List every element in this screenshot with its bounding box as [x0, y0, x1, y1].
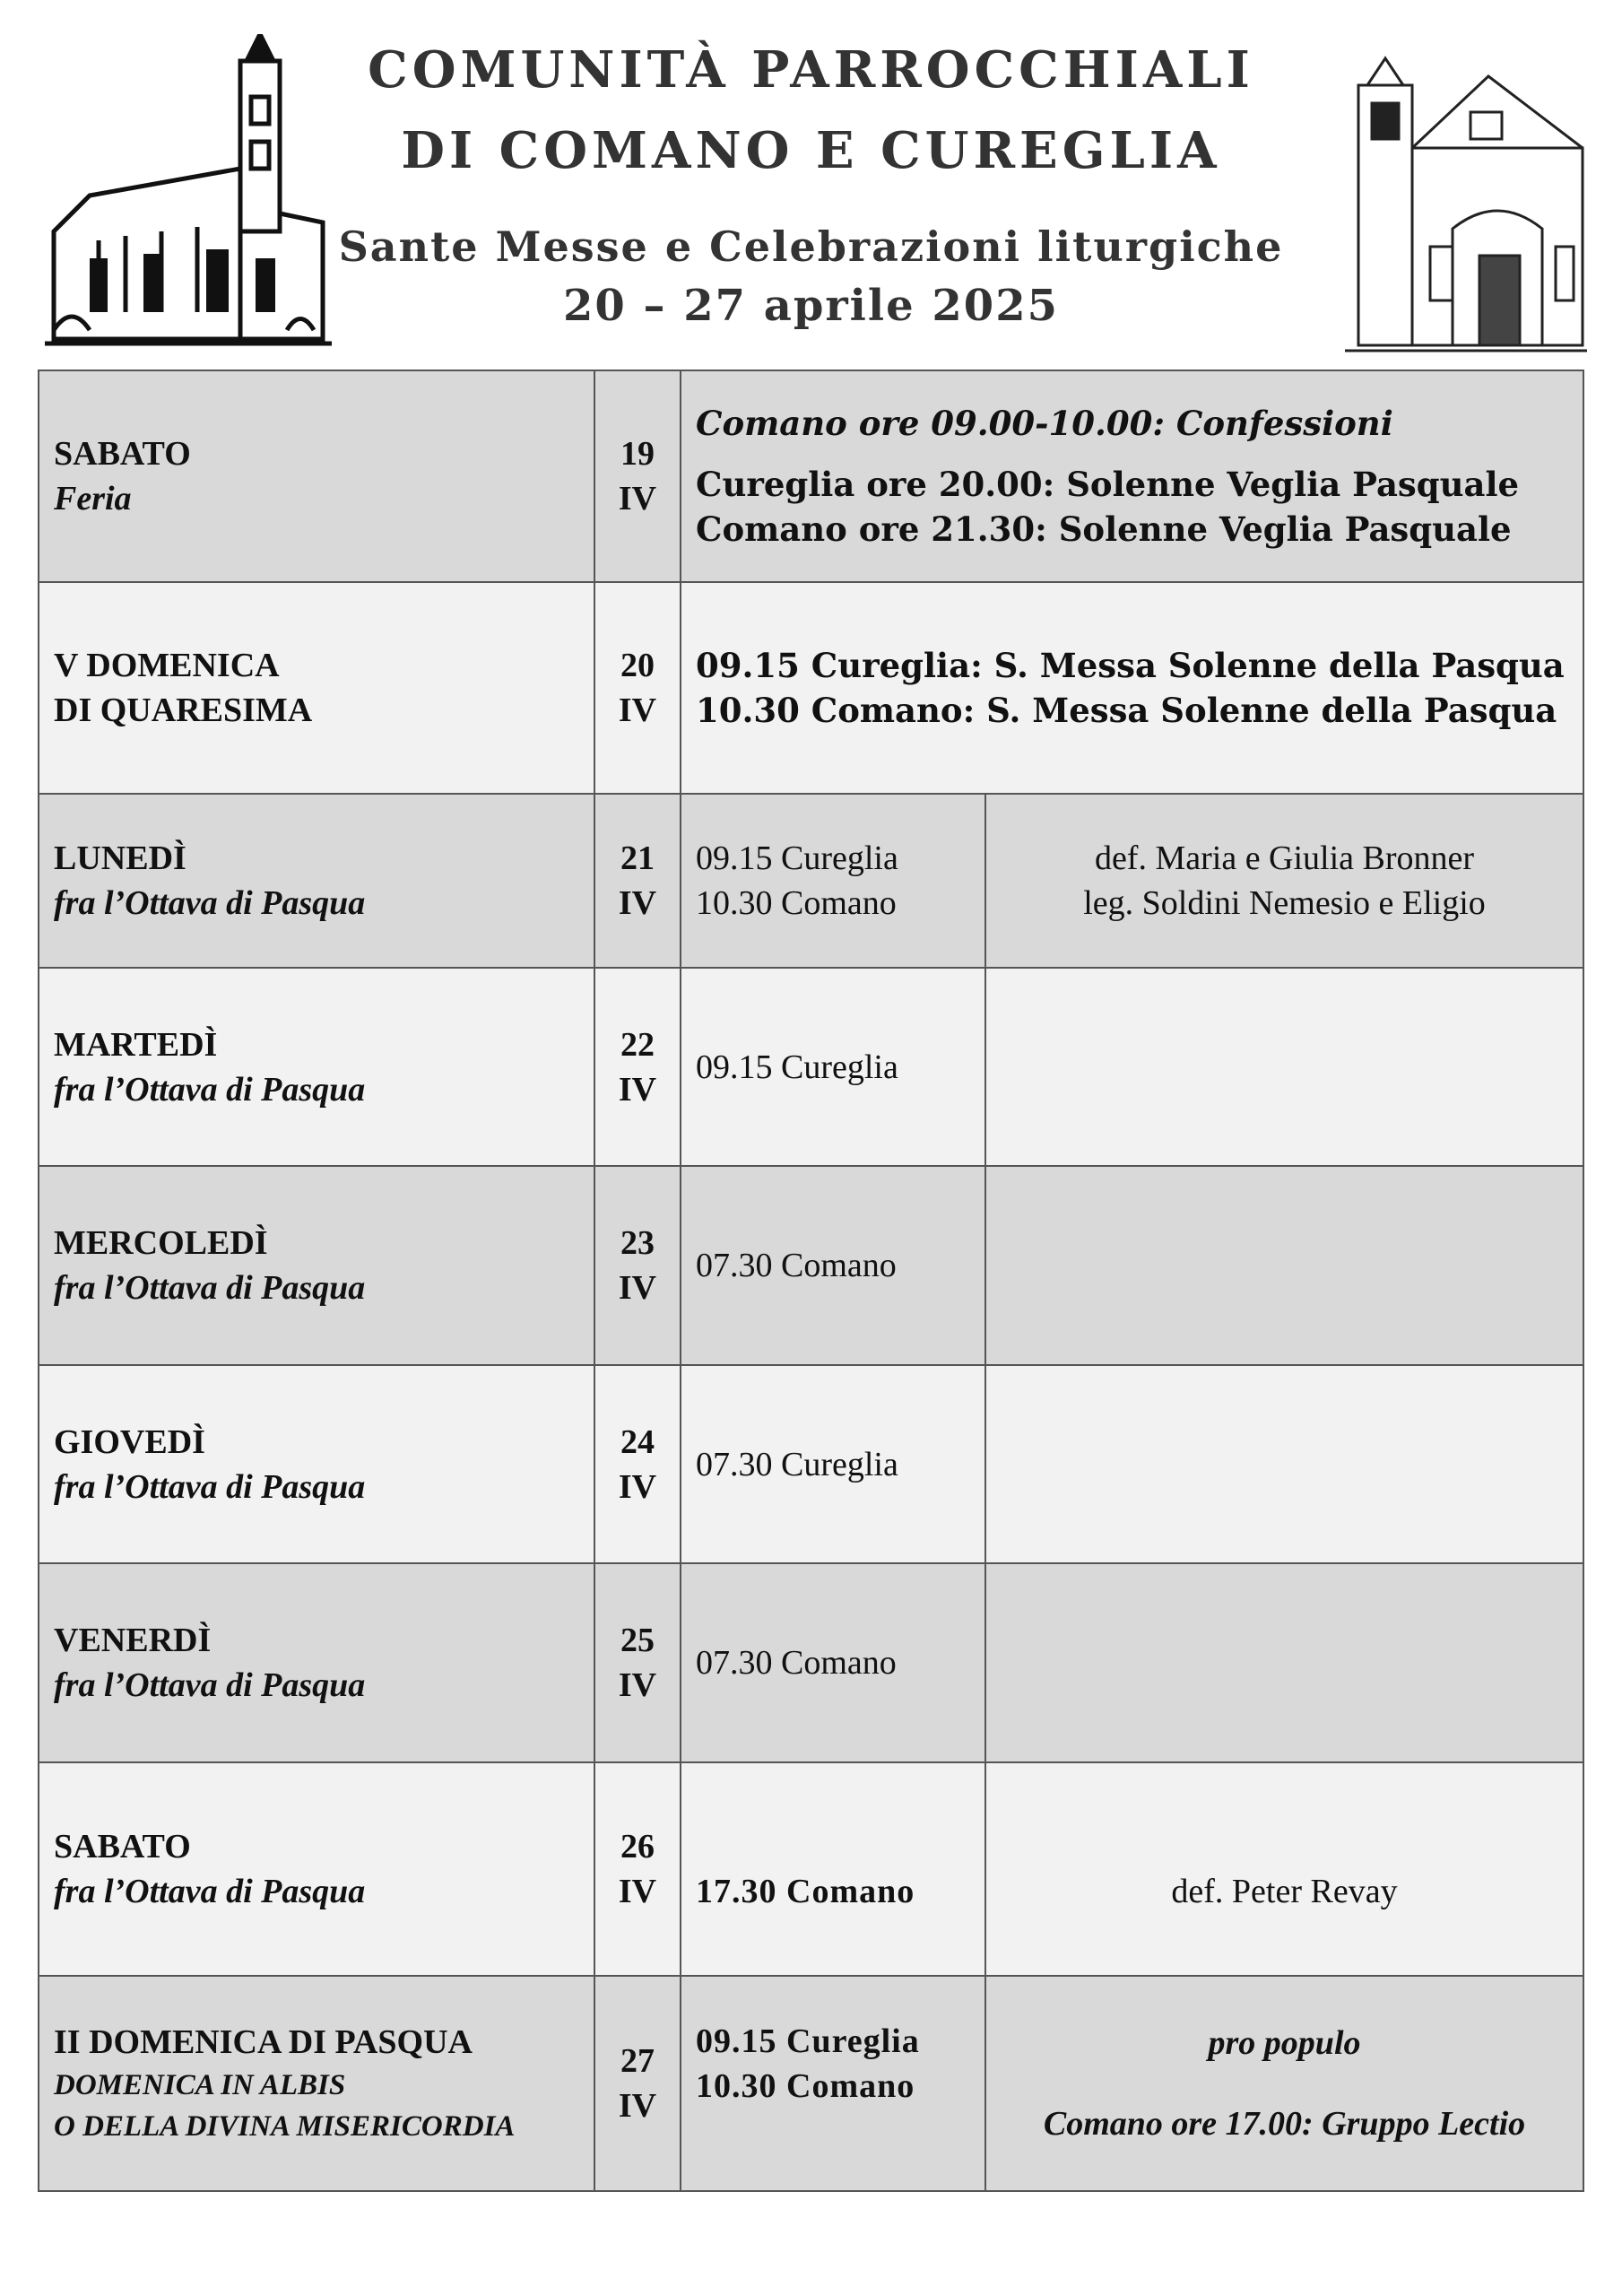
mass-comano: 10.30 Comano: S. Messa Solenne della Pasqua [696, 691, 1557, 730]
intention-cell [985, 1166, 1583, 1365]
day-name: VENERDÌ [54, 1622, 212, 1659]
liturgical-note-2: O DELLA DIVINA MISERICORDIA [54, 2110, 516, 2143]
month-numeral: IV [618, 1467, 657, 1506]
day-name: SABATO [54, 435, 191, 473]
mass-time: 07.30 Comano [696, 1644, 897, 1682]
month-numeral: IV [618, 1873, 657, 1910]
mass-cell [681, 1166, 985, 1365]
date-cell [594, 582, 681, 794]
day-cell [39, 1166, 594, 1365]
table-row [39, 794, 1583, 968]
liturgical-note: fra l’Ottava di Pasqua [54, 1070, 366, 1109]
day-number: 22 [620, 1025, 655, 1064]
intention-cell [985, 1563, 1583, 1762]
month-numeral: IV [618, 1666, 657, 1704]
mass-time: 10.30 Comano [696, 884, 897, 922]
table-row [39, 1365, 1583, 1563]
day-cell [39, 794, 594, 968]
mass-time: 09.15 Cureglia [696, 839, 898, 877]
month-numeral: IV [618, 480, 657, 517]
day-cell [39, 582, 594, 794]
mass-cell [681, 1976, 985, 2191]
day-cell [39, 1976, 594, 2191]
day-number: 25 [620, 1622, 655, 1659]
mass-intention: leg. Soldini Nemesio e Eligio [1083, 884, 1486, 922]
mass-time: 09.15 Cureglia [696, 1048, 898, 1086]
mass-cell [681, 1762, 985, 1976]
header-dates: 20 – 27 aprile 2025 [563, 281, 1059, 331]
month-numeral: IV [618, 691, 657, 729]
mass-intention: def. Peter Revay [1171, 1873, 1398, 1910]
church-cureglia-drawing [1345, 49, 1587, 356]
day-number: 23 [620, 1224, 655, 1262]
liturgical-note: DOMENICA IN ALBIS [54, 2069, 346, 2101]
date-cell [594, 1166, 681, 1365]
intention-cell [985, 968, 1583, 1166]
day-number: 24 [620, 1422, 655, 1461]
liturgical-note: fra l’Ottava di Pasqua [54, 884, 366, 922]
intention-cell [985, 1976, 1583, 2191]
page-header [0, 0, 1622, 359]
table-row [39, 968, 1583, 1166]
vigil-comano: Comano ore 21.30: Solenne Veglia Pasquale [696, 509, 1512, 549]
mass-time: 07.30 Cureglia [696, 1445, 898, 1483]
day-name: LUNEDÌ [54, 839, 186, 877]
intention-cell [985, 1365, 1583, 1563]
mass-intention: pro populo [1208, 2024, 1361, 2062]
mass-time: 07.30 Comano [696, 1247, 897, 1284]
mass-cell [681, 1365, 985, 1563]
mass-intention: def. Maria e Giulia Bronner [1094, 839, 1475, 877]
liturgical-note: fra l’Ottava di Pasqua [54, 1873, 366, 1910]
table-row [39, 582, 1583, 794]
day-cell [39, 370, 594, 582]
liturgical-note: fra l’Ottava di Pasqua [54, 1666, 366, 1704]
group-note: Comano ore 17.00: Gruppo Lectio [1043, 2105, 1526, 2143]
day-cell [39, 968, 594, 1166]
vigil-cureglia: Cureglia ore 20.00: Solenne Veglia Pasquale [696, 465, 1520, 504]
mass-time: 10.30 Comano [696, 2067, 915, 2105]
date-cell [594, 968, 681, 1166]
schedule-table [38, 370, 1584, 2192]
month-numeral: IV [618, 1070, 657, 1109]
month-numeral: IV [618, 1269, 657, 1307]
date-cell [594, 370, 681, 582]
day-name: GIOVEDÌ [54, 1422, 205, 1461]
mass-cell [681, 794, 985, 968]
date-cell [594, 1762, 681, 1976]
date-cell [594, 1563, 681, 1762]
mass-cell [681, 968, 985, 1166]
day-number: 19 [620, 435, 655, 473]
header-subtitle: Sante Messe e Celebrazioni liturgiche [338, 222, 1284, 271]
liturgical-note: fra l’Ottava di Pasqua [54, 1269, 366, 1307]
day-name: MARTEDÌ [54, 1025, 218, 1064]
date-cell [594, 794, 681, 968]
celebrations-cell [681, 582, 1583, 794]
month-numeral: IV [618, 2087, 657, 2125]
day-number: 26 [620, 1828, 655, 1866]
date-cell [594, 1365, 681, 1563]
day-cell [39, 1365, 594, 1563]
table-row [39, 1976, 1583, 2191]
liturgical-note: DI QUARESIMA [54, 691, 313, 729]
table-row [39, 370, 1583, 582]
mass-time: 17.30 Comano [696, 1873, 915, 1910]
mass-time: 09.15 Cureglia [696, 2022, 920, 2060]
mass-cell [681, 1563, 985, 1762]
day-number: 21 [620, 839, 655, 877]
mass-cureglia: 09.15 Cureglia: S. Messa Solenne della Pasqua [696, 646, 1565, 685]
day-name: V DOMENICA [54, 647, 280, 684]
date-cell [594, 1976, 681, 2191]
intention-cell [985, 1762, 1583, 1976]
day-cell [39, 1563, 594, 1762]
day-name: SABATO [54, 1828, 191, 1866]
day-cell [39, 1762, 594, 1976]
intention-cell [985, 794, 1583, 968]
liturgical-note: Feria [54, 480, 132, 517]
table-row [39, 1762, 1583, 1976]
month-numeral: IV [618, 884, 657, 922]
day-number: 20 [620, 647, 655, 684]
table-row [39, 1166, 1583, 1365]
day-name: MERCOLEDÌ [54, 1224, 268, 1262]
header-title-line1: COMUNITÀ PARROCCHIALI [368, 40, 1254, 100]
day-number: 27 [620, 2042, 655, 2080]
table-row [39, 1563, 1583, 1762]
celebrations-cell [681, 370, 1583, 582]
header-title-line2: DI COMANO E CUREGLIA [401, 121, 1221, 180]
confession-note: Comano ore 09.00-10.00: Confessioni [696, 404, 1393, 443]
day-name: II DOMENICA DI PASQUA [54, 2023, 473, 2061]
liturgical-note: fra l’Ottava di Pasqua [54, 1467, 366, 1506]
